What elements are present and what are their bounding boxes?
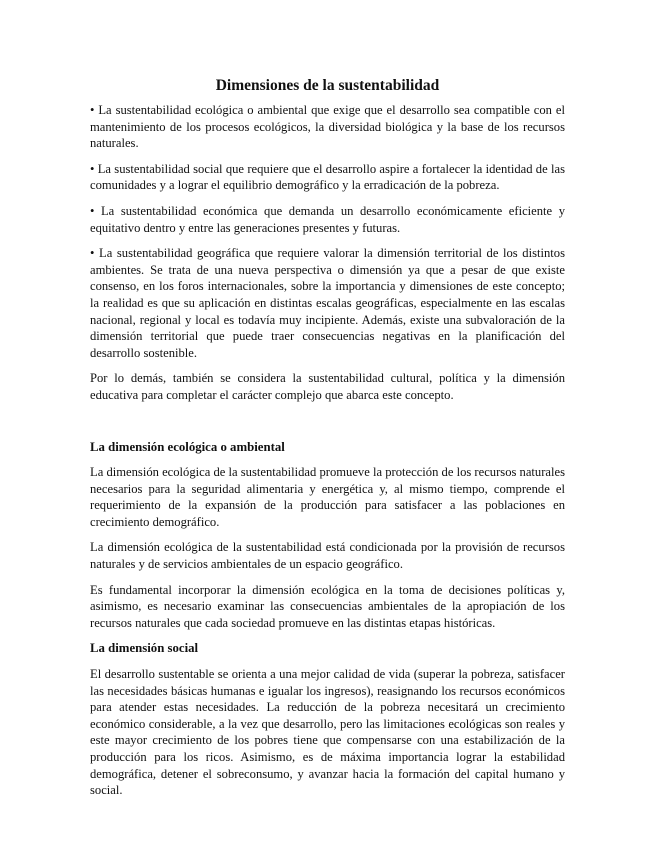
ecological-paragraph-1: La dimensión ecológica de la sustentabilidad promueve la protección de los recursos naturales necesarios para la seguridad alimentaria y energética y, al mismo tiempo, comprende el requerimiento de la expansión de la producción para satisfacer a las poblaciones en crecimiento demográfico.	[90, 465, 565, 529]
intro-closing-paragraph: Por lo demás, también se considera la sustentabilidad cultural, política y la dimensión educativa para completar el carácter complejo que abarca este concepto.	[90, 371, 565, 402]
ecological-paragraph-3: Es fundamental incorporar la dimensión ecológica en la toma de decisiones políticas y, asimismo, es necesario examinar las consecuencias ambientales de la apropiación de los recursos naturales que cada sociedad promueve en las distintas etapas históricas.	[90, 582, 565, 630]
bullet-economic: • La sustentabilidad económica que demanda un desarrollo económicamente eficiente y equitativo dentro y entre las generaciones presentes y futuras.	[90, 203, 565, 235]
bullet-geographic: • La sustentabilidad geográfica que requiere valorar la dimensión territorial de los distintos ambientes. Se trata de una nueva perspectiva o dimensión ya que a pesar de que existe consenso, en los foros internacionales, sobre la importancia y dimensiones de este concepto; la realidad es que su aplicación en distintas escalas geográficas, especialmente en las escalas nacional, regional y local es todavía muy incipiente. Además, existe una subvaloración de la dimensión territorial que puede traer consecuencias negativas en la planificación del desarrollo sostenible.	[90, 246, 565, 360]
section-heading-ecological: La dimensión ecológica o ambiental	[90, 439, 285, 454]
bullet-ecological: • La sustentabilidad ecológica o ambiental que exige que el desarrollo sea compatible con el mantenimiento de los procesos ecológicos, la diversidad biológica y la base de los recursos naturales.	[90, 103, 565, 151]
document-title: Dimensiones de la sustentabilidad	[215, 77, 440, 94]
bullet-social: • La sustentabilidad social que requiere que el desarrollo aspire a fortalecer la identidad de las comunidades y a lograr el equilibrio demográfico y la erradicación de la pobreza.	[90, 161, 565, 193]
section-heading-social: La dimensión social	[90, 641, 199, 656]
section-spacer	[90, 413, 565, 439]
ecological-paragraph-2: La dimensión ecológica de la sustentabilidad está condicionada por la provisión de recursos naturales y de servicios ambientales de un espacio geográfico.	[90, 540, 565, 572]
document-page	[90, 76, 565, 808]
social-paragraph-1: El desarrollo sustentable se orienta a una mejor calidad de vida (superar la pobreza, satisfacer las necesidades básicas humanas e igualar los ingresos), reasignando los recursos económicos para atender estas necesidades. La reducción de la pobreza necesitará un crecimiento económico considerable, a la vez que desarrollo, pero las limitaciones ecológicas son reales y este mayor crecimiento de los pobres tiene que compensarse con una estabilización de la producción para los ricos. Asimismo, es de máxima importancia lograr la estabilidad demográfica, detener el sobreconsumo, y avanzar hacia la formación del capital humano y social.	[90, 667, 565, 798]
